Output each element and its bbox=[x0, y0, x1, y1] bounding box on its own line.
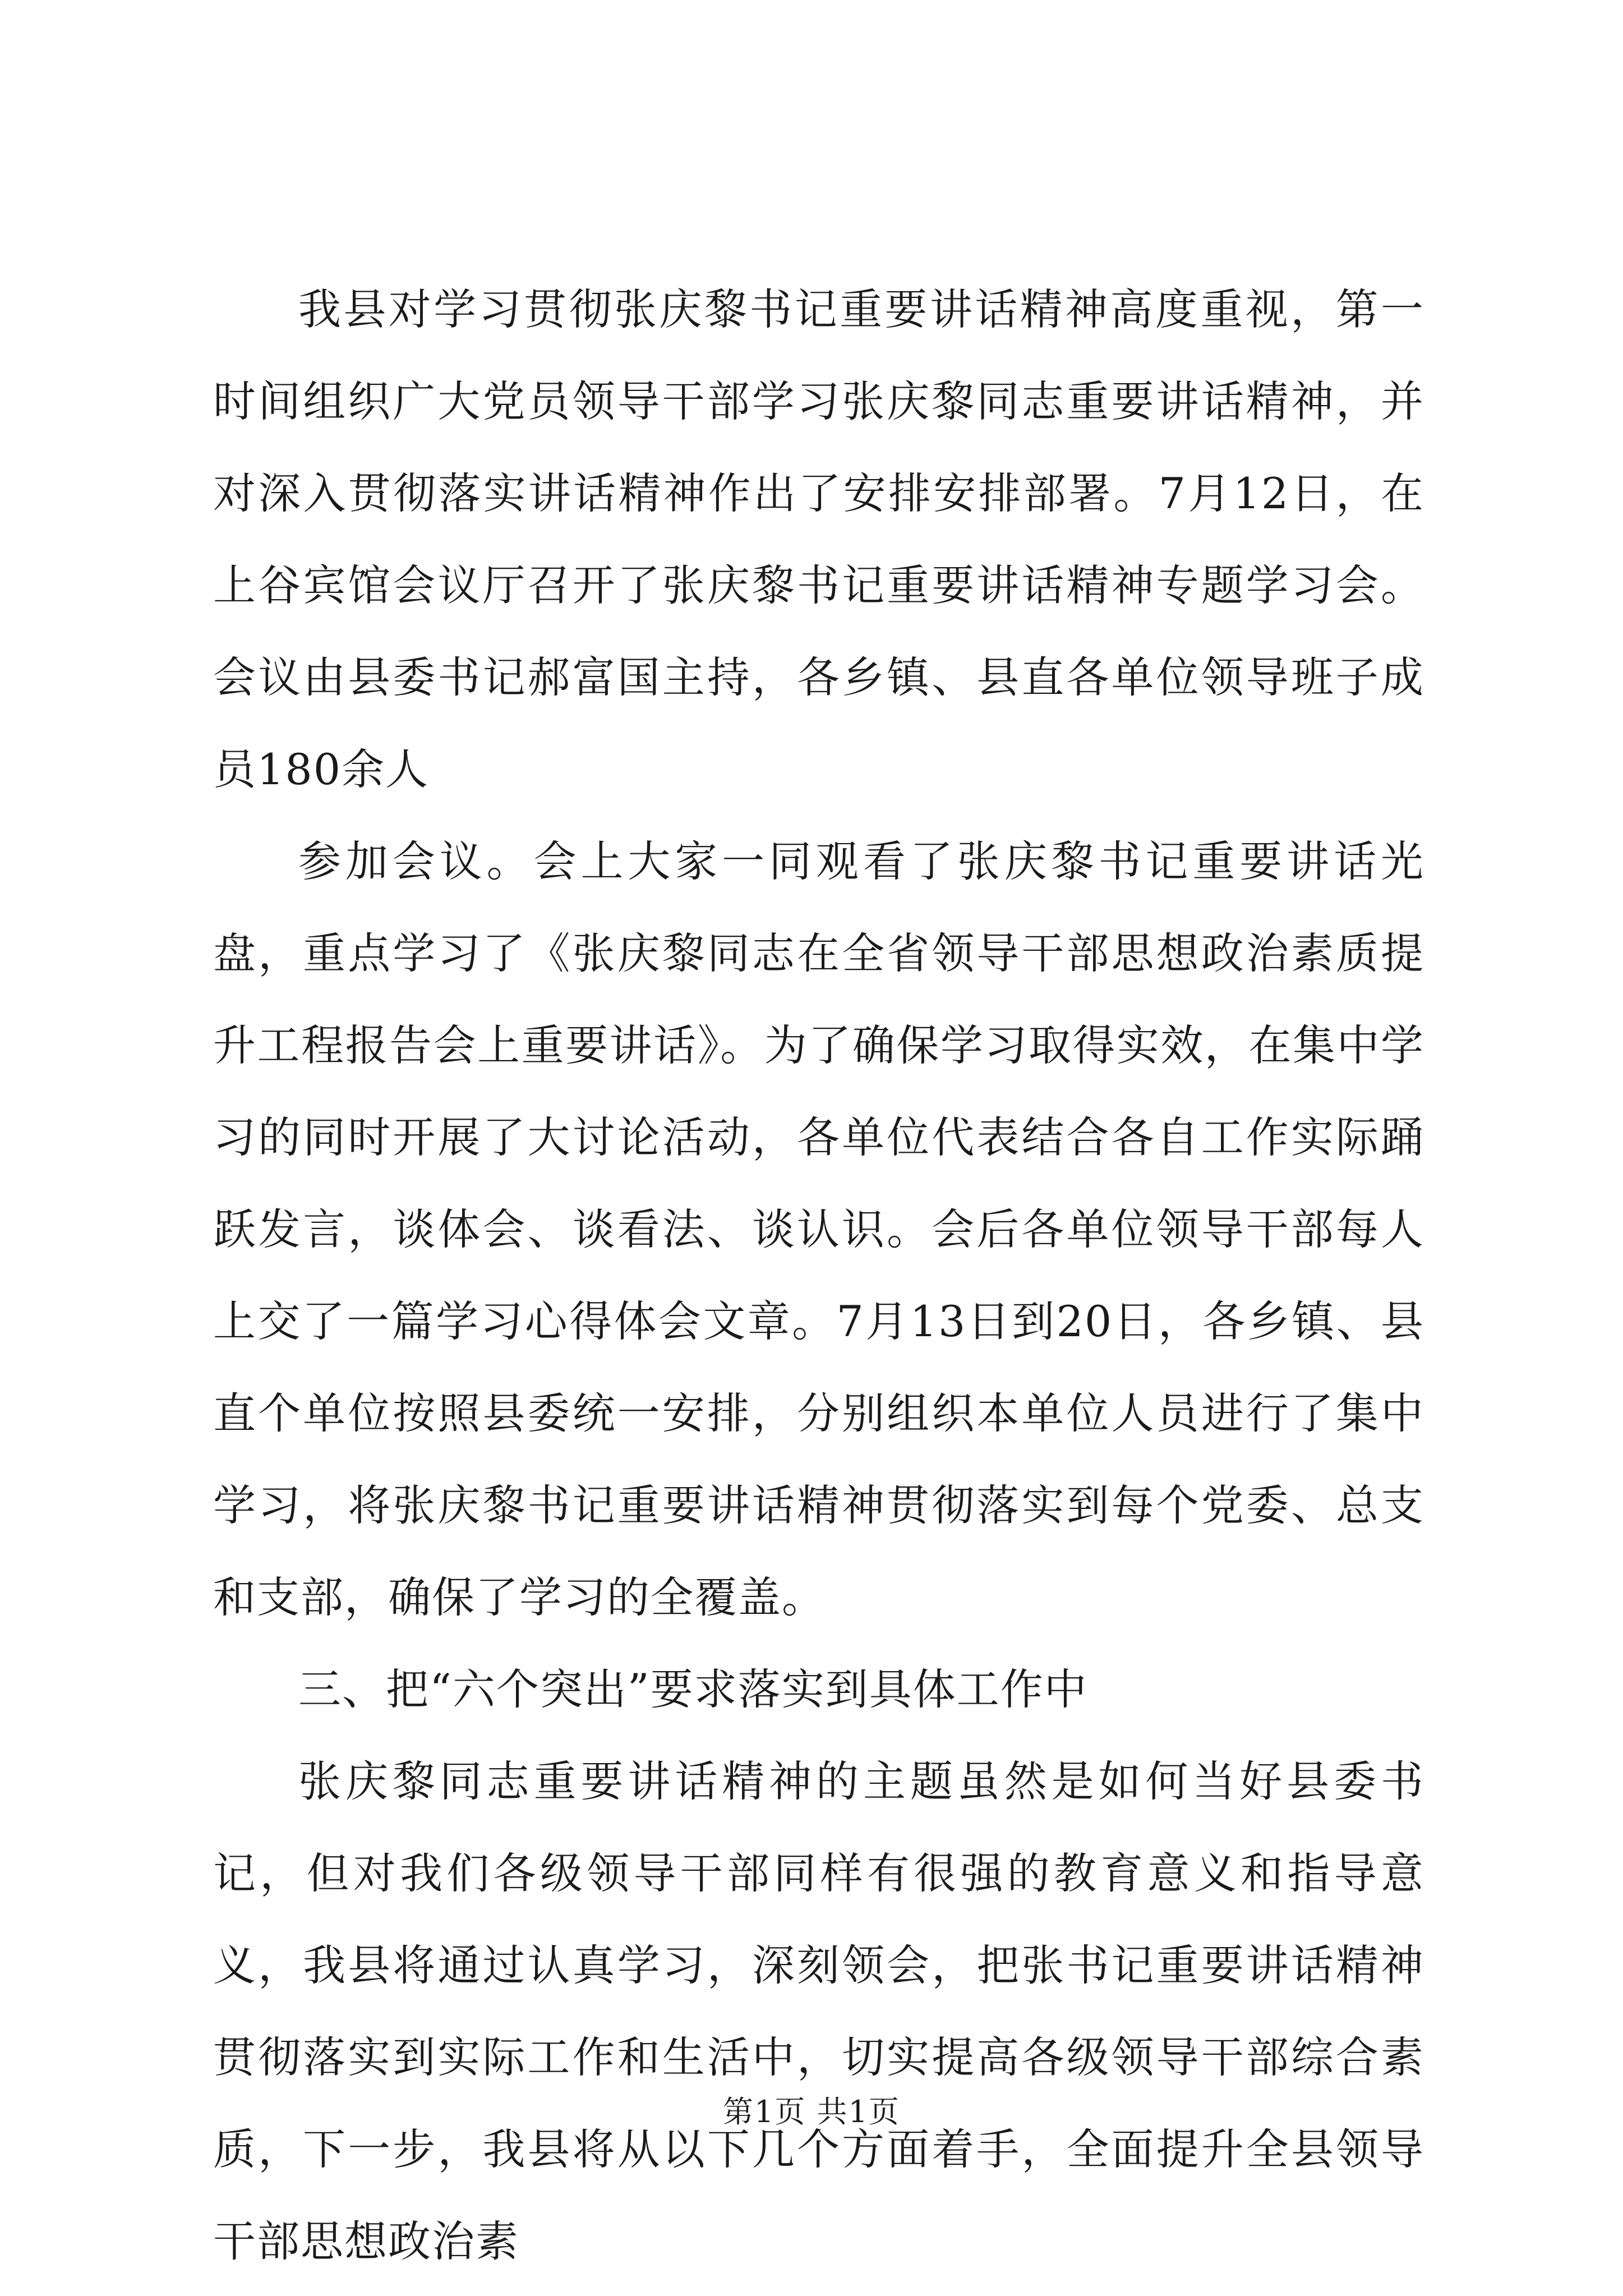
section-heading-three: 三、把“六个突出”要求落实到具体工作中 bbox=[298, 1664, 1088, 1714]
page-number-footer: 第1页 共1页 bbox=[723, 2094, 900, 2129]
document-body bbox=[213, 264, 1424, 2288]
paragraph-implementation: 张庆黎同志重要讲话精神的主题虽然是如何当好县委书记，但对我们各级领导干部同样有很强的教育意义和指导意义，我县将通过认真学习，深刻领会，把张书记重要讲话精神贯彻落实到实际工作和生活中，切实提高各级领导干部综合素质，下一步，我县将从以下几个方面着手，全面提升全县领导干部思想政治素 bbox=[213, 1756, 1424, 2266]
paragraph-meeting-details: 参加会议。会上大家一同观看了张庆黎书记重要讲话光盘，重点学习了《张庆黎同志在全省领导干部思想政治素质提升工程报告会上重要讲话》。为了确保学习取得实效，在集中学习的同时开展了大讨论活动，各单位代表结合各自工作实际踊跃发言，谈体会、谈看法、谈认识。会后各单位领导干部每人上交了一篇学习心得体会文章。7月13日到20日，各乡镇、县直个单位按照县委统一安排，分别组织本单位人员进行了集中学习，将张庆黎书记重要讲话精神贯彻落实到每个党委、总支和支部，确保了学习的全覆盖。 bbox=[213, 836, 1424, 1622]
paragraph-study-arrangement: 我县对学习贯彻张庆黎书记重要讲话精神高度重视，第一时间组织广大党员领导干部学习张庆黎同志重要讲话精神，并对深入贯彻落实讲话精神作出了安排安排部署。7月12日，在上谷宾馆会议厅召开了张庆黎书记重要讲话精神专题学习会。会议由县委书记郝富国主持，各乡镇、县直各单位领导班子成员180余人 bbox=[213, 284, 1424, 794]
